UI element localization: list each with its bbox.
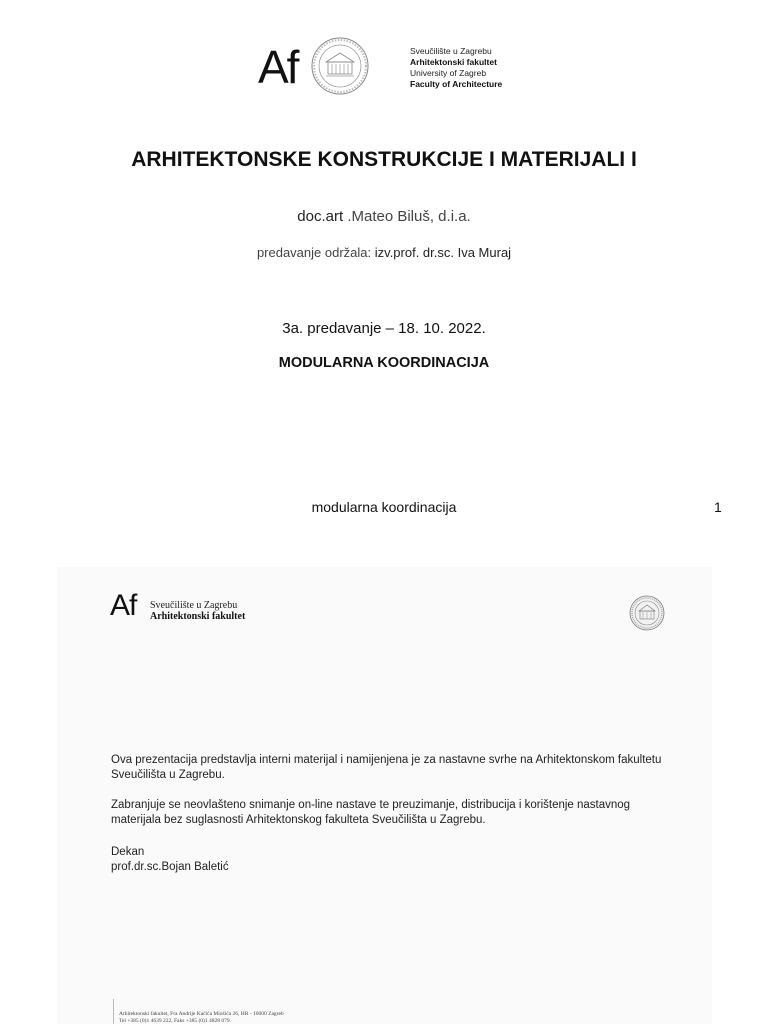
slide-footer-label: modularna koordinacija bbox=[311, 499, 457, 515]
notice-slide bbox=[57, 567, 712, 1024]
lecture-topic: MODULARNA KOORDINACIJA bbox=[278, 355, 490, 371]
lecturer-line bbox=[0, 245, 768, 260]
university-name-en: University of Zagreb bbox=[410, 68, 487, 78]
university-name-block bbox=[410, 46, 502, 90]
university-seal-icon bbox=[310, 36, 370, 96]
faculty-name: Arhitektonski fakultet bbox=[150, 611, 246, 622]
dean-signature bbox=[111, 845, 671, 875]
author-name: .Mateo Biluš, d.i.a. bbox=[347, 208, 471, 225]
contact-line: Tel +385 (0)1 4639 222, Faks +385 (0)1 4828 079 bbox=[119, 1018, 230, 1024]
university-seal-icon bbox=[629, 595, 665, 631]
dean-name: prof.dr.sc.Bojan Baletić bbox=[111, 861, 229, 873]
dean-title: Dekan bbox=[111, 846, 145, 858]
faculty-name-block bbox=[150, 600, 245, 622]
faculty-name-hr: Arhitektonski fakultet bbox=[410, 57, 497, 67]
af-logo-mark: Af bbox=[258, 41, 298, 93]
university-name: Sveučilište u Zagrebu bbox=[150, 600, 238, 611]
faculty-address bbox=[119, 1011, 419, 1025]
page-number: 1 bbox=[714, 499, 722, 515]
course-title: ARHITEKTONSKE KONSTRUKCIJE I MATERIJALI I bbox=[131, 148, 637, 171]
university-name-hr: Sveučilište u Zagrebu bbox=[410, 46, 492, 56]
lecture-date: 3a. predavanje – 18. 10. 2022. bbox=[282, 320, 486, 337]
lecturer-name: izv.prof. dr.sc. Iva Muraj bbox=[374, 245, 512, 260]
lecturer-label: predavanje održala: bbox=[256, 245, 372, 260]
address-divider bbox=[113, 999, 114, 1024]
notice-internal-material: Ova prezentacija predstavlja interni materijal i namijenjena je za nastavne svrhe na Arhitektonskom fakultetu Sveučilišta u Zagrebu. bbox=[111, 754, 662, 781]
faculty-name-en: Faculty of Architecture bbox=[410, 79, 503, 89]
af-logo-mark: Af bbox=[110, 589, 137, 622]
author-prefix: doc.art bbox=[297, 208, 344, 225]
author-line bbox=[0, 208, 768, 225]
notice-recording-prohibited: Zabranjuje se neovlašteno snimanje on-line nastave te preuzimanje, distribucija i korištenje nastavnog materijala bez suglasnosti Arhitektonskog fakulteta Sveučilišta u Zagrebu. bbox=[111, 799, 631, 826]
address-line: Arhitektonski fakultet, Fra Andrije Kačića Miošića 26, HR - 10000 Zagreb bbox=[119, 1011, 284, 1017]
faculty-logo bbox=[250, 34, 518, 100]
